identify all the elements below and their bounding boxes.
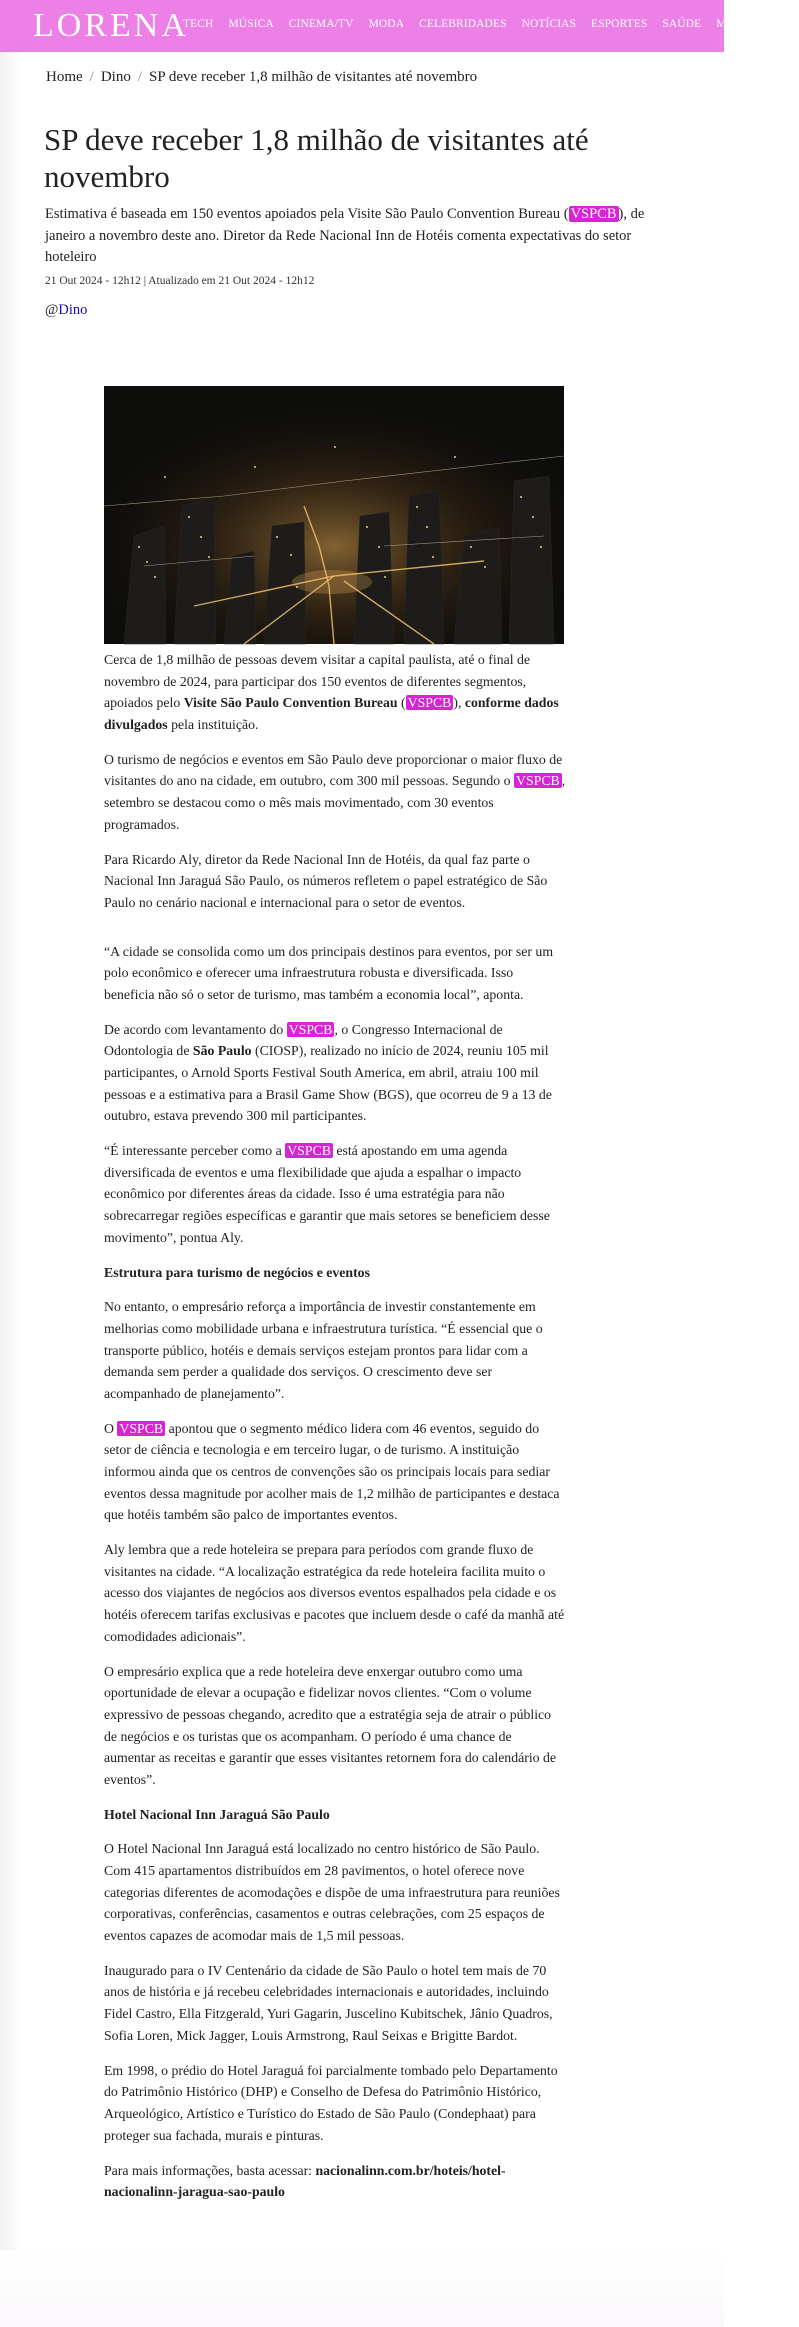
author-line bbox=[45, 302, 87, 319]
paragraph bbox=[104, 749, 566, 835]
text: Para mais informações, basta acessar: bbox=[104, 2162, 316, 2178]
article-body bbox=[104, 649, 566, 2216]
city-night-aerial-image bbox=[104, 386, 564, 644]
visite-sp-link[interactable]: Visite São Paulo Convention Bureau bbox=[183, 695, 398, 711]
subtitle-text: Estimativa é baseada em 150 eventos apoiados pela Visite São Paulo Convention Bureau ( bbox=[45, 206, 569, 222]
dados-divulgados-link[interactable]: conforme dados divulgados bbox=[104, 695, 559, 732]
text: ( bbox=[397, 695, 406, 711]
text: pela instituição. bbox=[167, 716, 259, 732]
text: O bbox=[104, 1420, 118, 1436]
quote-paragraph bbox=[104, 1140, 566, 1248]
breadcrumb-current: SP deve receber 1,8 milhão de visitantes até novembro bbox=[149, 69, 478, 85]
text: Cerca de 1,8 milhão de pessoas devem visitar a capital paulista, até o final de novembro de 2024, para participar dos 150 eventos de diferentes segmentos, apoiados pelo bbox=[104, 652, 531, 711]
paragraph bbox=[104, 649, 566, 735]
nav-item-bem[interactable]: BEM bbox=[773, 18, 799, 30]
breadcrumb-dino[interactable]: Dino bbox=[100, 69, 131, 85]
section-heading: Hotel Nacional Inn Jaraguá São Paulo bbox=[104, 1806, 330, 1822]
page-footer-fade bbox=[0, 2250, 724, 2327]
nav-item-tech[interactable]: TECH bbox=[183, 18, 214, 30]
author-link[interactable]: Dino bbox=[58, 302, 88, 318]
breadcrumb bbox=[46, 69, 477, 86]
nav-item-celebridades[interactable]: CELEBRIDADES bbox=[419, 18, 507, 30]
author-prefix: @ bbox=[45, 302, 59, 318]
subtitle-text: ), de janeiro a novembro deste ano. Diretor da Rede Nacional Inn de Hotéis comenta expectativas do setor hoteleiro bbox=[45, 206, 645, 265]
vspcb-highlight: VSPCB bbox=[119, 1420, 164, 1436]
sao-paulo-bold: São Paulo bbox=[192, 1043, 252, 1059]
vspcb-highlight: VSPCB bbox=[288, 1021, 333, 1037]
main-nav bbox=[183, 18, 799, 30]
article-subtitle bbox=[45, 204, 655, 269]
text: , o Congresso Internacional de Odontologia de bbox=[104, 1021, 503, 1059]
section-heading: Estrutura para turismo de negócios e eventos bbox=[104, 1264, 370, 1280]
text: ), bbox=[453, 695, 465, 711]
nav-item-esportes[interactable]: ESPORTES bbox=[591, 18, 648, 30]
text: apontou que o segmento médico lidera com 46 eventos, seguido do setor de ciência e tecnologia e em terceiro lugar, o de turismo. A instituição informou ainda que os centros de convenções são os principais locais para sediar eventos dessa magnitude por acolher mais de 1,2 milhão de participantes e destaca que hotéis também são palco de importantes eventos. bbox=[104, 1420, 560, 1523]
breadcrumb-separator: / bbox=[89, 69, 94, 85]
text: De acordo com levantamento do bbox=[104, 1021, 287, 1037]
hotel-website-link[interactable]: nacionalinn.com.br/hoteis/hotel-nacionalinn-jaragua-sao-paulo bbox=[104, 2162, 506, 2200]
site-logo[interactable]: LORENA bbox=[33, 7, 189, 44]
paragraph: Para Ricardo Aly, diretor da Rede Nacional Inn de Hotéis, da qual faz parte o Nacional Inn Jaraguá São Paulo, os números refletem o papel estratégico de São Paulo no cenário nacional e internacional para o setor de eventos. bbox=[104, 851, 548, 910]
nav-item-moda[interactable]: MODA bbox=[368, 18, 405, 30]
city-night-illustration bbox=[104, 386, 564, 644]
article-title: SP deve receber 1,8 milhão de visitantes até novembro bbox=[44, 122, 589, 194]
paragraph: No entanto, o empresário reforça a importância de investir constantemente em melhorias como mobilidade urbana e infraestrutura turística. “É essencial que o transporte público, hotéis e demais serviços estejam prontos para lidar com a demanda sem perder a qualidade dos serviços. O crescimento deve ser acompanhado de planejamento”. bbox=[104, 1299, 543, 1401]
left-margin-strip bbox=[0, 52, 22, 2327]
nav-item-musica[interactable]: MÚSICA bbox=[228, 18, 274, 30]
nav-item-noticias[interactable]: NOTÍCIAS bbox=[521, 18, 577, 30]
breadcrumb-home[interactable]: Home bbox=[46, 69, 83, 85]
text: , setembro se destacou como o mês mais movimentado, com 30 eventos programados. bbox=[104, 773, 566, 832]
paragraph: Aly lembra que a rede hoteleira se prepara para períodos com grande fluxo de visitantes na cidade. “A localização estratégica da rede hoteleira facilita muito o acesso dos viajantes de negócios aos diversos eventos espalhados pela cidade e os hotéis oferecem tarifas exclusivas e pacotes que incluem desde o café da manhã até comodidades adicionais”. bbox=[104, 1542, 565, 1644]
paragraph bbox=[104, 1418, 566, 1526]
text: O turismo de negócios e eventos em São Paulo deve proporcionar o maior fluxo de visitantes do ano na cidade, em outubro, com 300 mil pessoas. Segundo o bbox=[104, 751, 563, 789]
paragraph: Em 1998, o prédio do Hotel Jaraguá foi parcialmente tombado pelo Departamento do Patrimônio Histórico (DHP) e Conselho de Defesa do Patrimônio Histórico, Arqueológico, Artístico e Turístico do Estado de São Paulo (Condephaat) para proteger sua fachada, murais e pinturas. bbox=[104, 2062, 558, 2143]
paragraph bbox=[104, 2160, 566, 2203]
text: está apostando em uma agenda diversificada de eventos e uma flexibilidade que ajuda a espalhar o impacto econômico por diferentes áreas da cidade. Isso é uma estratégia para não sobrecarregar regiões específicas e garantir que mais setores se beneficiem desse movimento”, pontua Aly. bbox=[104, 1143, 550, 1245]
paragraph bbox=[104, 1019, 566, 1127]
nav-item-cinema-tv[interactable]: CINEMA/TV bbox=[288, 18, 354, 30]
vspcb-highlight: VSPCB bbox=[516, 773, 560, 789]
quote-paragraph: “A cidade se consolida como um dos principais destinos para eventos, por ser um polo econômico e oferecer uma infraestrutura robusta e diversificada. Isso beneficia não só o setor de turismo, mas também a economia local”, aponta. bbox=[104, 943, 554, 1002]
nav-item-money[interactable]: MONEY bbox=[716, 18, 759, 30]
paragraph: O Hotel Nacional Inn Jaraguá está localizado no centro histórico de São Paulo. Com 415 apartamentos distribuídos em 28 pavimentos, o hotel oferece nove categorias diferentes de acomodações e dispõe de uma infraestrutura para reuniões corporativas, conferências, casamentos e outras celebrações, com 25 espaços de eventos capazes de acomodar mais de 1,5 mil pessoas. bbox=[104, 1841, 560, 1943]
top-navigation-bar bbox=[0, 0, 799, 52]
vspcb-highlight: VSPCB bbox=[407, 695, 452, 711]
breadcrumb-separator: / bbox=[137, 69, 143, 85]
vspcb-highlight: VSPCB bbox=[570, 206, 617, 222]
paragraph: Inaugurado para o IV Centenário da cidade de São Paulo o hotel tem mais de 70 anos de história e já recebeu celebridades internacionais e autoridades, incluindo Fidel Castro, Ella Fitzgerald, Yuri Gagarin, Juscelino Kubitschek, Jânio Quadros, Sofia Loren, Mick Jagger, Louis Armstrong, Raul Seixas e Brigitte Bardot. bbox=[104, 1962, 553, 2043]
paragraph: O empresário explica que a rede hoteleira deve enxergar outubro como uma oportunidade de elevar a ocupação e fidelizar novos clientes. “Com o volume expressivo de pessoas chegando, acredito que a estratégia seja de atrair o público de negócios e os turistas que os acompanham. O período é uma chance de aumentar as receitas e garantir que esses visitantes retornem fora do calendário de eventos”. bbox=[104, 1663, 557, 1787]
text: (CIOSP), realizado no início de 2024, reuniu 105 mil participantes, o Arnold Sports Festival South America, em abril, atraiu 100 mil pessoas e a estimativa para a Brasil Game Show (BGS), que ocorreu de 9 a 13 de outubro, estava prevendo 300 mil participantes. bbox=[104, 1043, 552, 1124]
nav-item-saude[interactable]: SAÚDE bbox=[662, 18, 702, 30]
text: “É interessante perceber como a bbox=[104, 1143, 286, 1159]
article-dates: 21 Out 2024 - 12h12 | Atualizado em 21 Out 2024 - 12h12 bbox=[45, 275, 315, 287]
vspcb-highlight: VSPCB bbox=[287, 1143, 331, 1159]
